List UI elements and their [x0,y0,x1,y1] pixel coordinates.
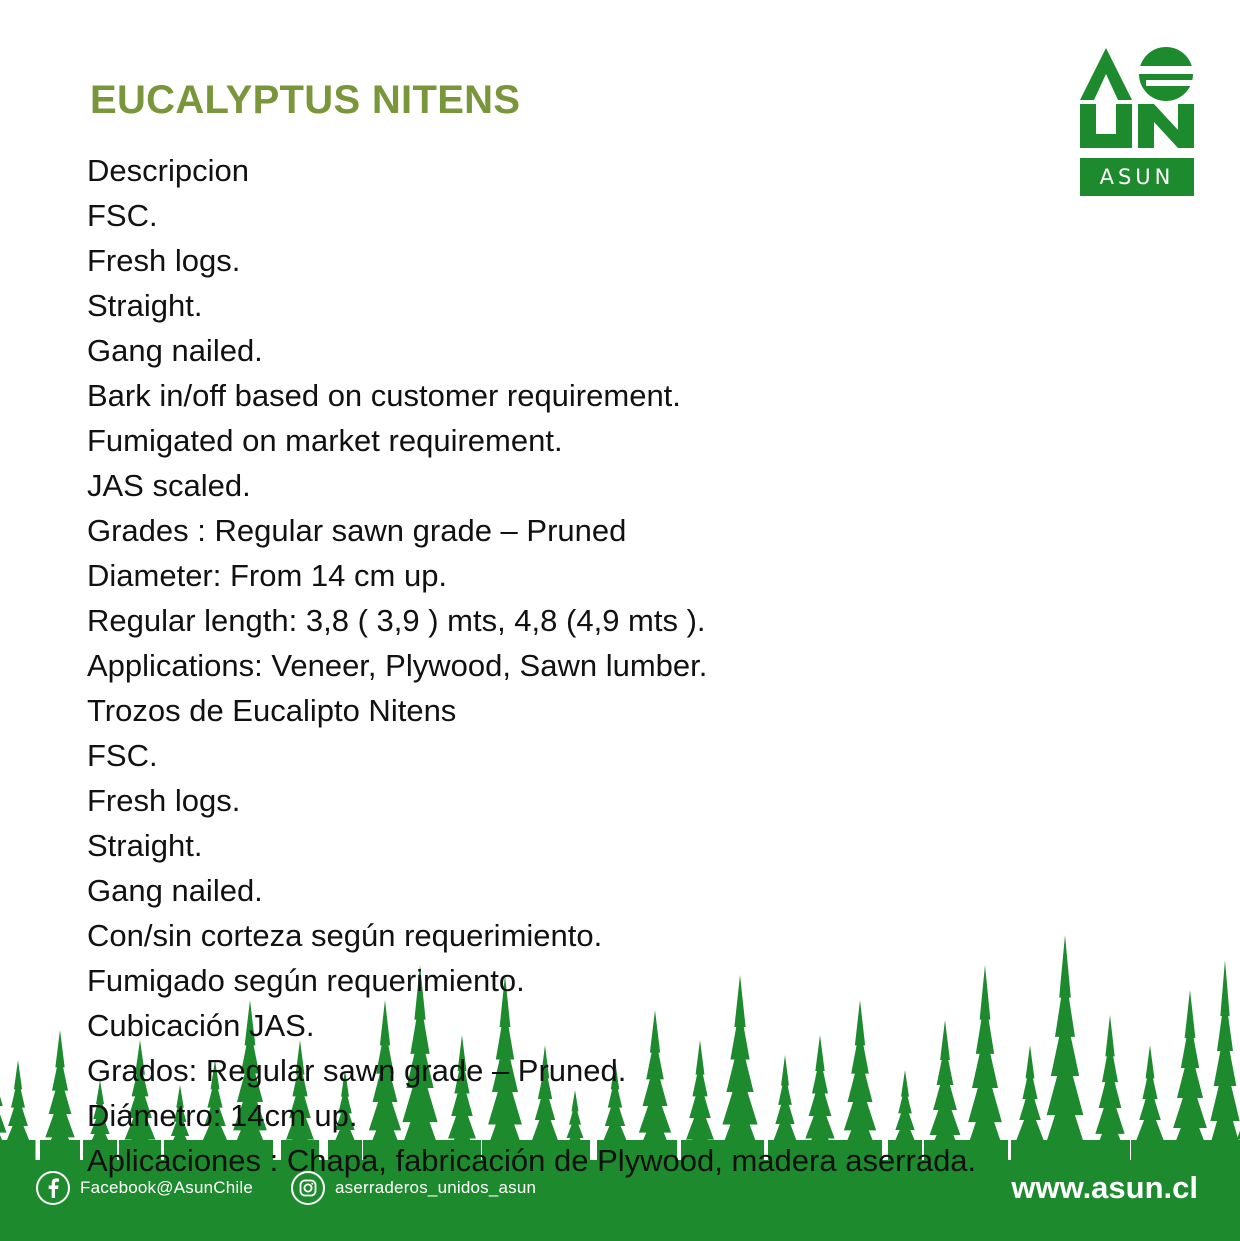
description-line: Bark in/off based on customer requirement. [87,378,681,413]
asun-logo [1080,46,1194,196]
description-line: FSC. [87,198,158,233]
description-line: JAS scaled. [87,468,251,503]
description-line: Fresh logs. [87,783,241,818]
facebook-icon [36,1171,70,1205]
description-line: FSC. [87,738,158,773]
footer [0,1168,1240,1208]
description-line: Straight. [87,288,203,323]
logo-label: ASUN [1099,165,1175,189]
description-line: Trozos de Eucalipto Nitens [87,693,457,728]
description-line: Grades : Regular sawn grade – Pruned [87,513,627,548]
description-line: Fumigado según requerimiento. [87,963,525,998]
facebook-handle: Facebook@AsunChile [80,1178,254,1197]
description-line: Gang nailed. [87,873,263,908]
facebook-link[interactable] [36,1172,253,1204]
description-line: Descripcion [87,153,249,188]
description-line: Diameter: From 14 cm up. [87,558,448,593]
instagram-handle: aserraderos_unidos_asun [335,1178,537,1197]
page-title: EUCALYPTUS NITENS [90,78,521,122]
description-line: Gang nailed. [87,333,263,368]
description-line: Cubicación JAS. [87,1008,315,1043]
description-list [87,148,976,1183]
tree-silhouette [0,1086,7,1133]
description-line: Fresh logs. [87,243,241,278]
description-line: Regular length: 3,8 ( 3,9 ) mts, 4,8 (4,9 mts ). [87,603,706,638]
description-line: Con/sin corteza según requerimiento. [87,918,603,953]
instagram-link[interactable] [291,1172,536,1204]
description-line: Grados: Regular sawn grade – Pruned. [87,1053,627,1088]
description-line: Fumigated on market requirement. [87,423,563,458]
description-line: Straight. [87,828,203,863]
description-line: Aplicaciones : Chapa, fabricación de Plywood, madera aserrada. [87,1143,977,1178]
website-link[interactable]: www.asun.cl [1011,1170,1198,1205]
tree-silhouette [0,1061,3,1106]
description-line: Applications: Veneer, Plywood, Sawn lumber. [87,648,708,683]
instagram-icon [291,1171,325,1205]
description-line: Diámetro: 14cm up. [87,1098,358,1133]
